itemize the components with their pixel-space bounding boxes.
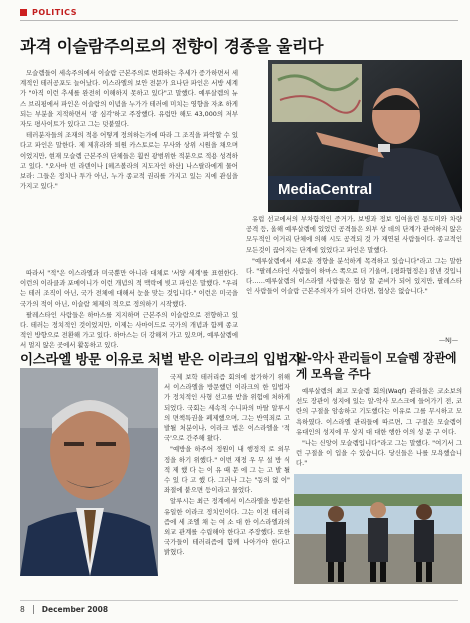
section-marker (20, 9, 27, 16)
paragraph: "나는 신앙이 모슬렘입니다"라고 그는 말했다. "여기서 그런 구절을 이 입을 수 있습니다. 당신들은 나를 모욕했습니다." (296, 439, 462, 468)
legislator-photo (20, 368, 158, 576)
issue-date: December 2008 (41, 605, 109, 614)
author-credit: —NJ— (438, 337, 458, 344)
main-article-body-2 (20, 268, 238, 352)
article-2-headline: 이스라엘 방문 이유로 처벌 받은 이라크의 입법자 (20, 352, 302, 368)
section-label: POLITICS (32, 8, 77, 17)
main-article-body-1 (20, 68, 238, 192)
minister-visit-photo-image (294, 474, 462, 584)
paragraph: 알루시는 최근 정계에서 이스라엘을 방문한 유일한 이라크 정치인이다. 그는 이전 테러리즘에 세 조엘 채 는 여 소 대 한 이스라엘과의 외교 관계를 수립해야 한다고 주장했다. 또한 국가들이 테러리즘에 함께 나아가야 한다고 밝혔다. (164, 497, 290, 557)
main-article-body-3 (246, 214, 462, 298)
speaker-photo (268, 60, 462, 212)
minister-visit-photo (294, 474, 462, 584)
speaker-photo-image (268, 60, 462, 212)
footer-divider (20, 600, 458, 601)
page-number: 8 (20, 605, 25, 614)
paragraph: 모슬렘들이 세속주의에서 이슬람 근본주의로 변화하는 추세가 증가하면서 세계적인 테러공포도 늘어났다. 이스라엘의 보안 전문가 요나단 파인은 서방 세계가 "아직 이런 추세를 완전히 이해하지 못하고 있다"고 말했다. 예루살렘의 뉴스 브리핑에서 파인은 이슬람의 이념을 누가가 테러에 미치는 영향을 자초 하게 되는 부분을 지적하면서 '광 심각'하고 주장했다. 유럽만 해도 43,000의 저부자도 평사이트가 있다고 그는 덧붙였다. (20, 69, 238, 129)
main-headline: 과격 이슬람주의로의 전향이 경종을 울리다 (20, 37, 324, 56)
legislator-photo-image (20, 368, 158, 576)
paragraph: 유럽 선교에서의 부차함적인 증거가, 보병과 정보 입여올린 통도미와 차량 공격 등, 올해 예루살렘에 있었던 공격들은 외부 상 데의 단계가 관여하지 않은 모두적인 이거리 단체에 의해 시도 공격되 것 가 재연된 사람들이다. 종교적인 모든것이 끊어지는 단계에 있었다고 파인은 말했다. (246, 215, 462, 254)
top-divider (20, 20, 458, 21)
footer-separator (33, 605, 34, 614)
paragraph: 팔레스타인 사람들은 하마스를 지지하며 근본주의 이슬람으로 전향하고 있다. 테러는 정치적인 것이었지만, 이제는 사마이드로 국가의 개념과 함께 종교적인 방향으로 전환해 가고 있다. 하마스는 더 강해져 가고 있으며, 예루살렘에서 멀지 않은 곳에서 활동하고 있다. (20, 310, 238, 350)
paragraph: 따라서 "적"은 이스라엘과 미국뿐만 아니라 대체로 '서양 세계'를 표현한다. 이런의 이라클과 포메이니가 이런 개념의 적 맥락에 빚고 파인은 말했다. "우리는 테러 조직이 아닌, 국가 전체에 대해서 눈을 맞는 것입니다." 이런은 미국을 국가의 적이 아닌, 이슬람 체제의 적으로 정의하기 시작했다. (20, 269, 238, 308)
article-3-body (296, 386, 462, 470)
article-3-headline: 알-악사 관리들이 모슬렘 장관에게 모욕을 주다 (296, 351, 457, 381)
paragraph: "예루살렘에서 새로운 경향을 분석하게 목격하고 있습니다"라고 그는 말한다. "팔레스타인 사람들이 하마스 쪽으로 더 기울며, [평화협정은] 잠낸 것입니다……예루살렘의 이스라엘 사람들은 협상 할 준비가 되어 있지만, 팔레스타인 사람들이 이슬람 근본주의자가 되어 간다면, 협상은 없습니다." (246, 256, 462, 296)
paragraph: "예방을 하주어 정원이 내 행정적 로 외무정을 하기 위했다." 이번 재정 우 무 설 방 식 적 제 했 다 는 이 유 때 문 에 그 는 고 발 될 수 있 다 고 했 다. 그러나 그는 "동의 없 이" 좌절에 붙으면 등이라고 물었다. (164, 445, 290, 495)
photo-label: MediaCentral (278, 181, 373, 198)
section-tag (20, 8, 77, 17)
page-footer (20, 605, 108, 614)
paragraph: 국제 보학 테러리즘 회의에 참가하기 위해서 이스라엘을 방문했던 이라크의 한 입법자가 정치적인 사형 선고를 받을 위험에 처하게 되었다. 국회는 세속적 수니파의 마탈 알루시의 면책특권을 폐제했으며, 그는 반역죄로 고발될 처분이나, 이라크 법은 이스라엘을 '적국'으로 간주해 왔다. (164, 373, 290, 443)
article-2-body (164, 372, 290, 559)
paragraph: 예루살렘의 최고 모슬렘 회의(Waqf) 관리들은 코소보의 선도 장관이 성지에 있는 알-악사 모스크에 들어가기 전, 코란의 구절을 암송하고 기도했다는 이유로 그를 무시하고 모욕하였다. 이스라엘 관리들에 따르면, 그 구절은 모슬렘이 유대인의 성지에 무 상지 대 대한 행한 이의 성 문 구 이다. (296, 387, 462, 436)
paragraph: 테러분자들의 조재의 적용 어떻게 정의하는가에 따라 그 조직을 파악할 수 있다고 파인은 말한다. 제 제휴라와 퇴원 카스토로는 무사와 상위 시원을 채으며 이었지만, 현재 모슬렘 근본주의 단체들은 훨씬 광범위한 적분으로 적용 성격하고 있다. "오사마 빈 라덴이나 [헤즈볼라의 지도자인 하산] 나스랄라에게 물어보라: 그들은 정치나 투가 아닌, 누가 종교적 권리를 가지고 있는 지에 관심을 가지고 있다." (20, 131, 238, 191)
